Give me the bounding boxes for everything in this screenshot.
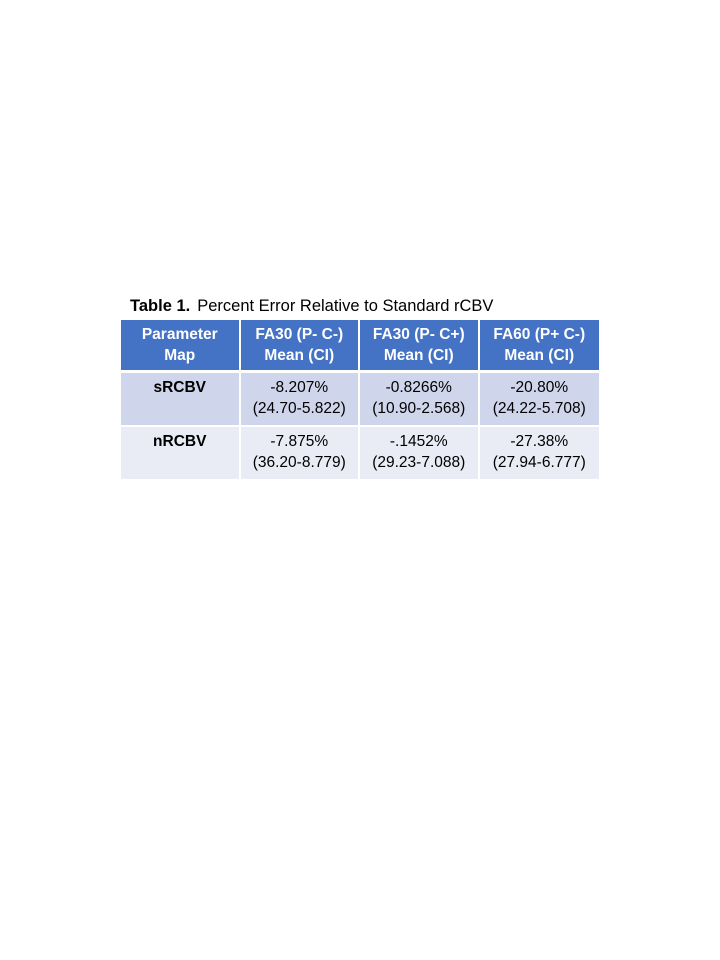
header-line: FA30 (P- C+) <box>372 326 465 343</box>
header-line: Mean (CI) <box>504 347 575 364</box>
table-cell <box>480 373 600 427</box>
cell-ci: (24.22-5.708) <box>492 400 586 417</box>
cell-ci: (27.94-6.777) <box>492 454 586 471</box>
table-row <box>121 373 599 427</box>
cell-mean: -7.875% <box>270 433 329 450</box>
cell-mean: -0.8266% <box>385 379 452 396</box>
header-fa30-p-minus-c-minus <box>241 320 361 373</box>
header-line: Mean (CI) <box>264 347 335 364</box>
cell-mean: -.1452% <box>389 433 448 450</box>
caption-label: Table 1. <box>130 297 191 315</box>
table-cell <box>360 373 480 427</box>
table-caption <box>121 294 599 320</box>
table-cell <box>241 427 361 479</box>
table-cell <box>360 427 480 479</box>
cell-mean: -8.207% <box>270 379 329 396</box>
header-fa30-p-minus-c-plus <box>360 320 480 373</box>
header-fa60-p-plus-c-minus <box>480 320 600 373</box>
row-header-cell: nRCBV <box>121 427 241 479</box>
cell-ci: (10.90-2.568) <box>372 400 466 417</box>
header-line: FA30 (P- C-) <box>255 326 344 343</box>
caption-text: Percent Error Relative to Standard rCBV <box>197 297 494 315</box>
header-line: Map <box>164 347 196 364</box>
cell-ci: (36.20-8.779) <box>252 454 346 471</box>
table-cell <box>480 427 600 479</box>
header-line: Mean (CI) <box>383 347 454 364</box>
header-parameter-map <box>121 320 241 373</box>
header-line: Parameter <box>141 326 218 343</box>
cell-ci: (24.70-5.822) <box>252 400 346 417</box>
table-cell <box>241 373 361 427</box>
cell-mean: -27.38% <box>510 433 569 450</box>
percent-error-table <box>121 320 599 479</box>
table-block <box>121 294 599 479</box>
header-line: FA60 (P+ C-) <box>493 326 586 343</box>
cell-ci: (29.23-7.088) <box>372 454 466 471</box>
table-header-row <box>121 320 599 373</box>
cell-mean: -20.80% <box>510 379 569 396</box>
table-row <box>121 427 599 479</box>
row-header-cell: sRCBV <box>121 373 241 427</box>
